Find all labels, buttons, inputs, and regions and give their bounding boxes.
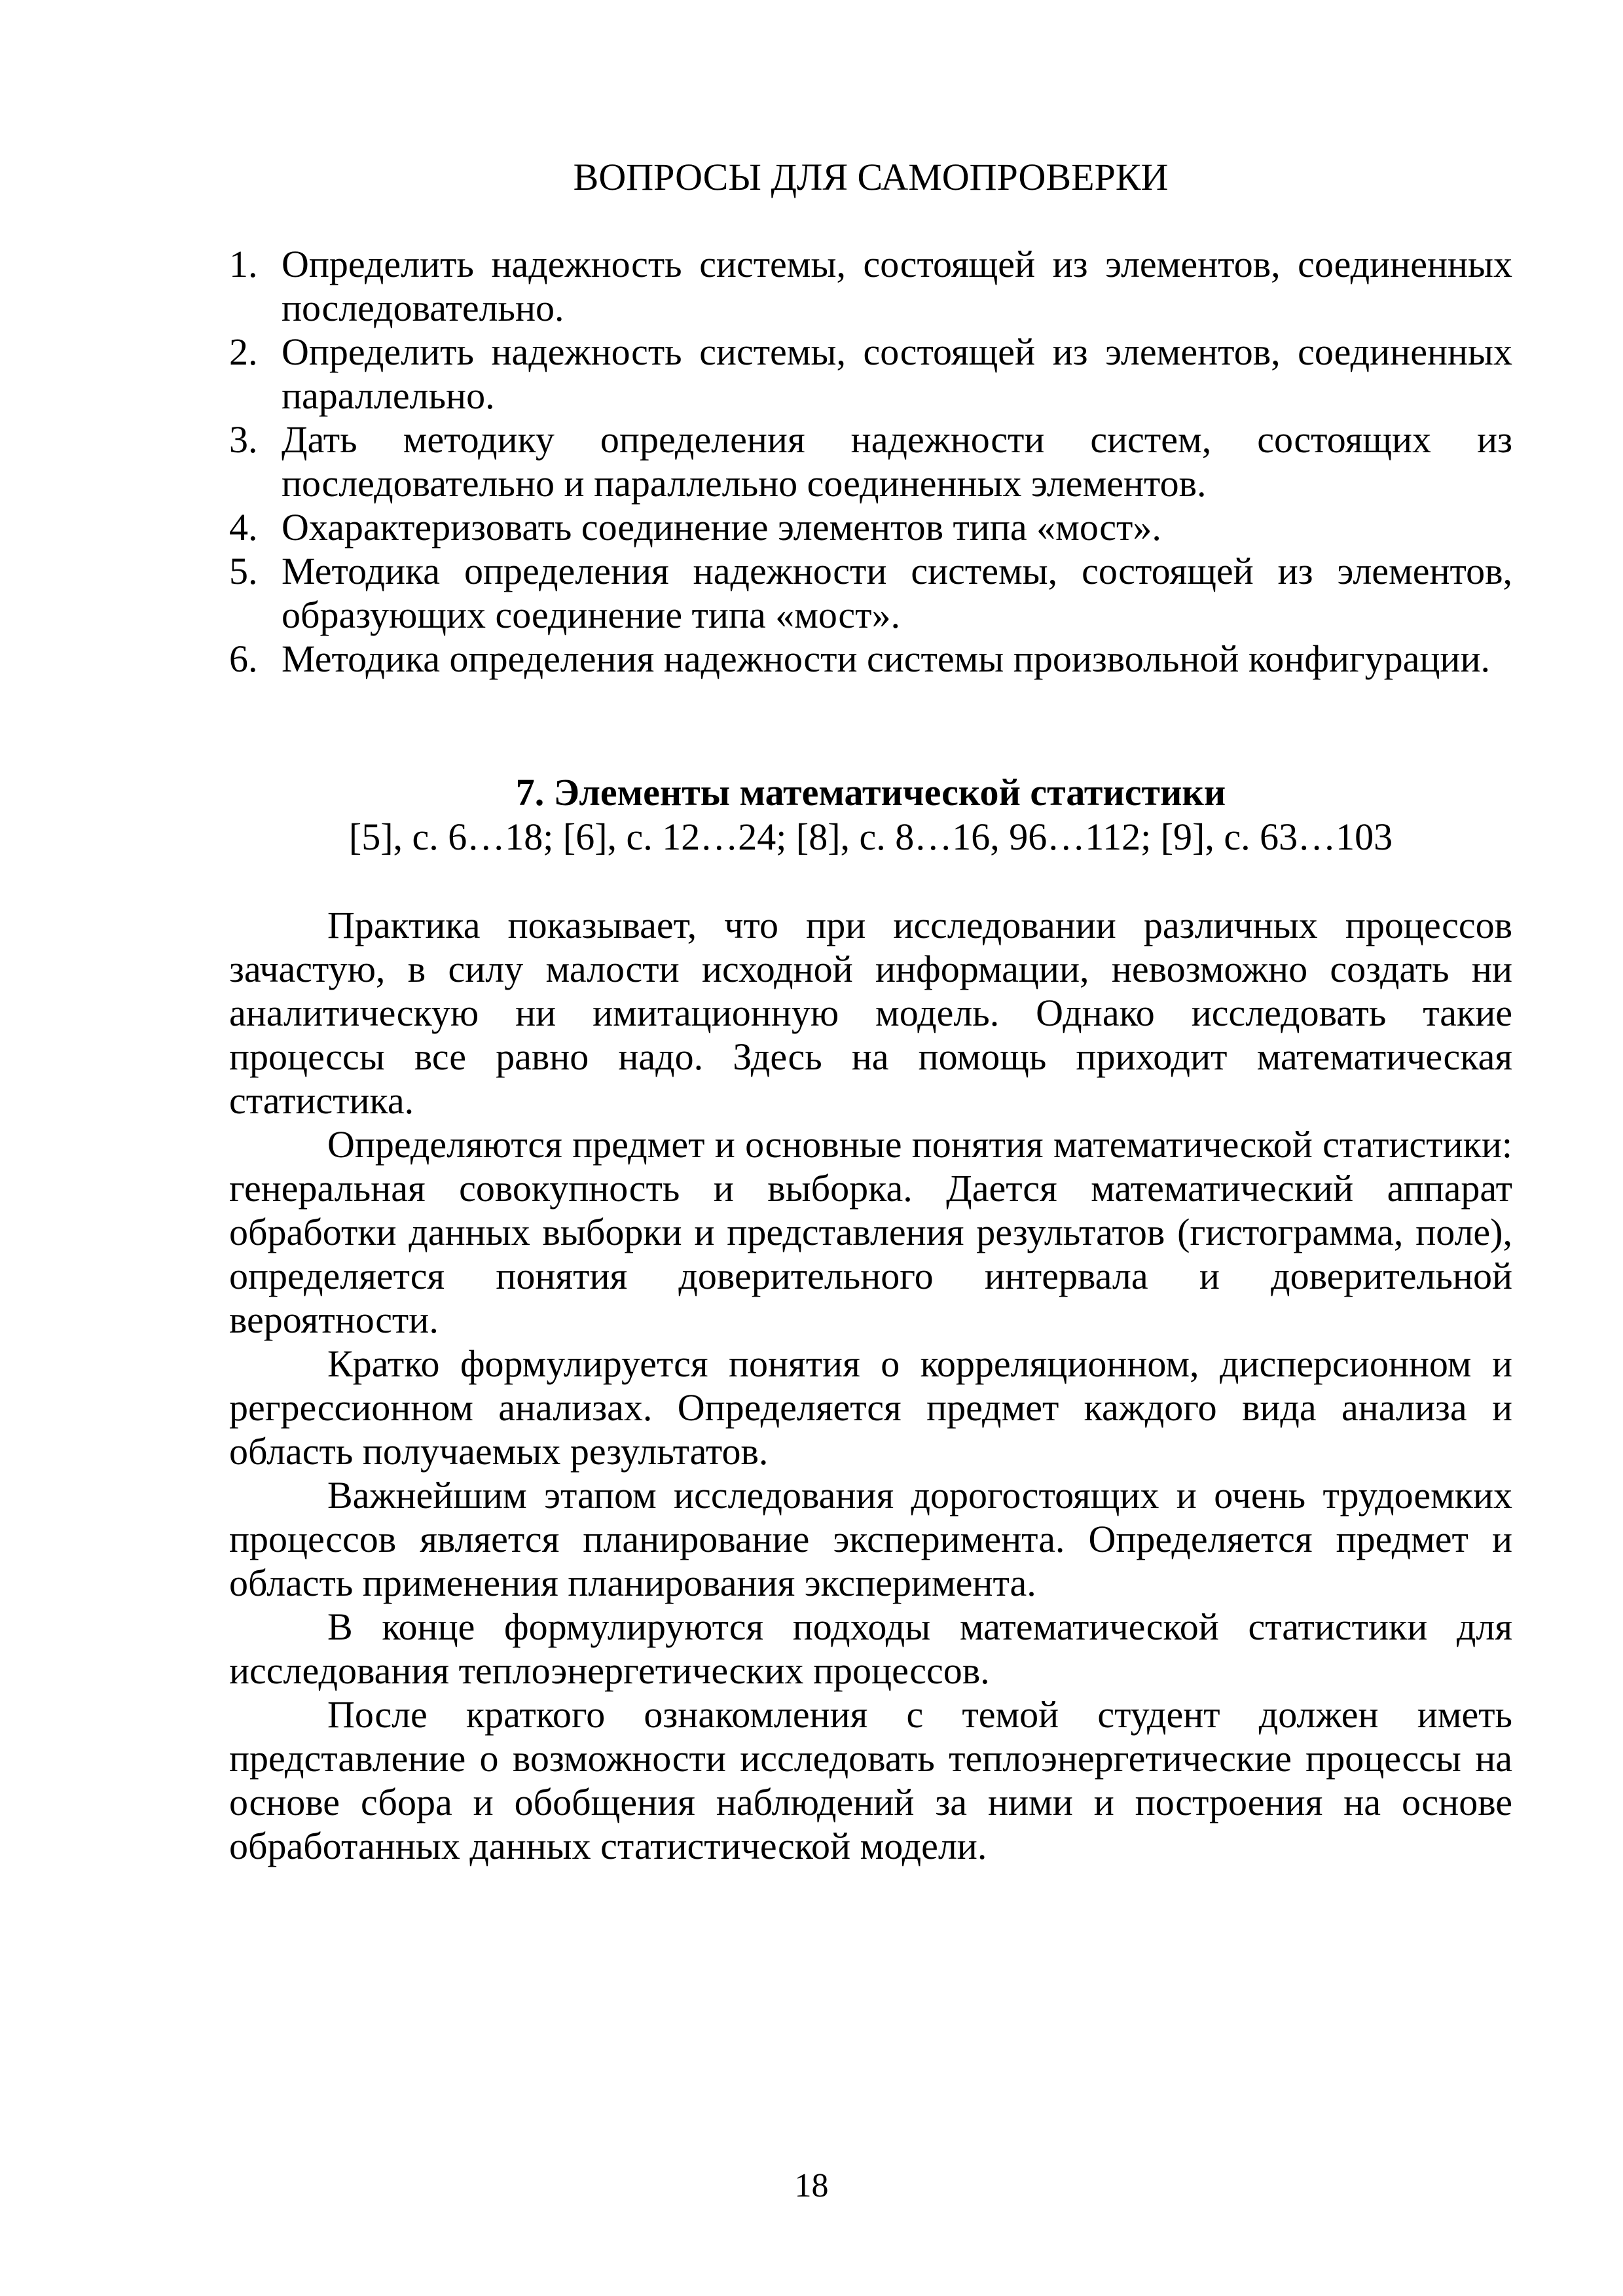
question-number: 5. <box>229 550 258 592</box>
question-number: 6. <box>229 637 258 680</box>
review-question-2 <box>229 330 1512 418</box>
section-title: 7. Элементы математической статистики <box>515 771 1226 814</box>
body-paragraph-2: Определяются предмет и основные понятия математической статистики: генеральная совокупность и выборка. Дается математический аппарат обработки данных выборки и представления результатов (гистограмма, поле), определяется понятия доверительного интервала и доверительной вероятности. <box>229 1123 1512 1341</box>
question-number: 4. <box>229 506 258 548</box>
question-text-line-1: Определить надежность системы, состоящей из элементов, соединенных <box>282 243 1512 285</box>
body-paragraph-4: Важнейшим этапом исследования дорогостоящих и очень трудоемких процессов является планирование эксперимента. Определяется предмет и область применения планирования эксперимента. <box>229 1474 1512 1604</box>
question-number: 1. <box>229 243 258 285</box>
review-questions-heading: ВОПРОСЫ ДЛЯ САМОПРОВЕРКИ <box>573 156 1169 198</box>
section-references: [5], с. 6…18; [6], с. 12…24; [8], с. 8…16, 96…112; [9], с. 63…103 <box>348 816 1393 858</box>
review-question-5 <box>229 549 1512 637</box>
question-text-line-1: Методика определения надежности системы произвольной конфигурации. <box>282 637 1491 680</box>
question-text-line-2: параллельно. <box>282 374 495 417</box>
question-text-line-1: Определить надежность системы, состоящей из элементов, соединенных <box>282 331 1512 373</box>
review-question-3 <box>229 418 1512 505</box>
question-number: 3. <box>229 418 258 461</box>
question-text-line-1: Дать методику определения надежности систем, состоящих из <box>282 418 1512 461</box>
page-number: 18 <box>794 2167 829 2204</box>
review-question-4 <box>229 505 1512 549</box>
question-text-line-1: Методика определения надежности системы, состоящей из элементов, <box>282 550 1512 592</box>
question-number: 2. <box>229 331 258 373</box>
body-paragraph-6: После краткого ознакомления с темой студент должен иметь представление о возможности исследовать теплоэнергетические процессы на основе сбора и обобщения наблюдений за ними и построения на основе обработанных данных статистической модели. <box>229 1693 1512 1867</box>
body-paragraph-1: Практика показывает, что при исследовании различных процессов зачастую, в силу малости исходной информации, невозможно создать ни аналитическую ни имитационную модель. Однако исследовать такие процессы все равно надо. Здесь на помощь приходит математическая статистика. <box>229 904 1512 1122</box>
body-paragraph-5: В конце формулируются подходы математической статистики для исследования теплоэнергетических процессов. <box>229 1605 1512 1692</box>
question-text-line-2: образующих соединение типа «мост». <box>282 594 900 636</box>
section-body <box>229 903 1512 1868</box>
body-paragraph-3: Кратко формулируется понятия о корреляционном, дисперсионном и регрессионном анализах. Определяется предмет каждого вида анализа и область получаемых результатов. <box>229 1342 1512 1473</box>
question-text-line-2: последовательно. <box>282 287 564 329</box>
review-question-1 <box>229 242 1512 330</box>
question-text-line-2: последовательно и параллельно соединенных элементов. <box>282 462 1207 505</box>
question-text-line-1: Охарактеризовать соединение элементов типа «мост». <box>282 506 1161 548</box>
review-questions-list <box>229 242 1512 681</box>
review-question-6 <box>229 637 1512 681</box>
